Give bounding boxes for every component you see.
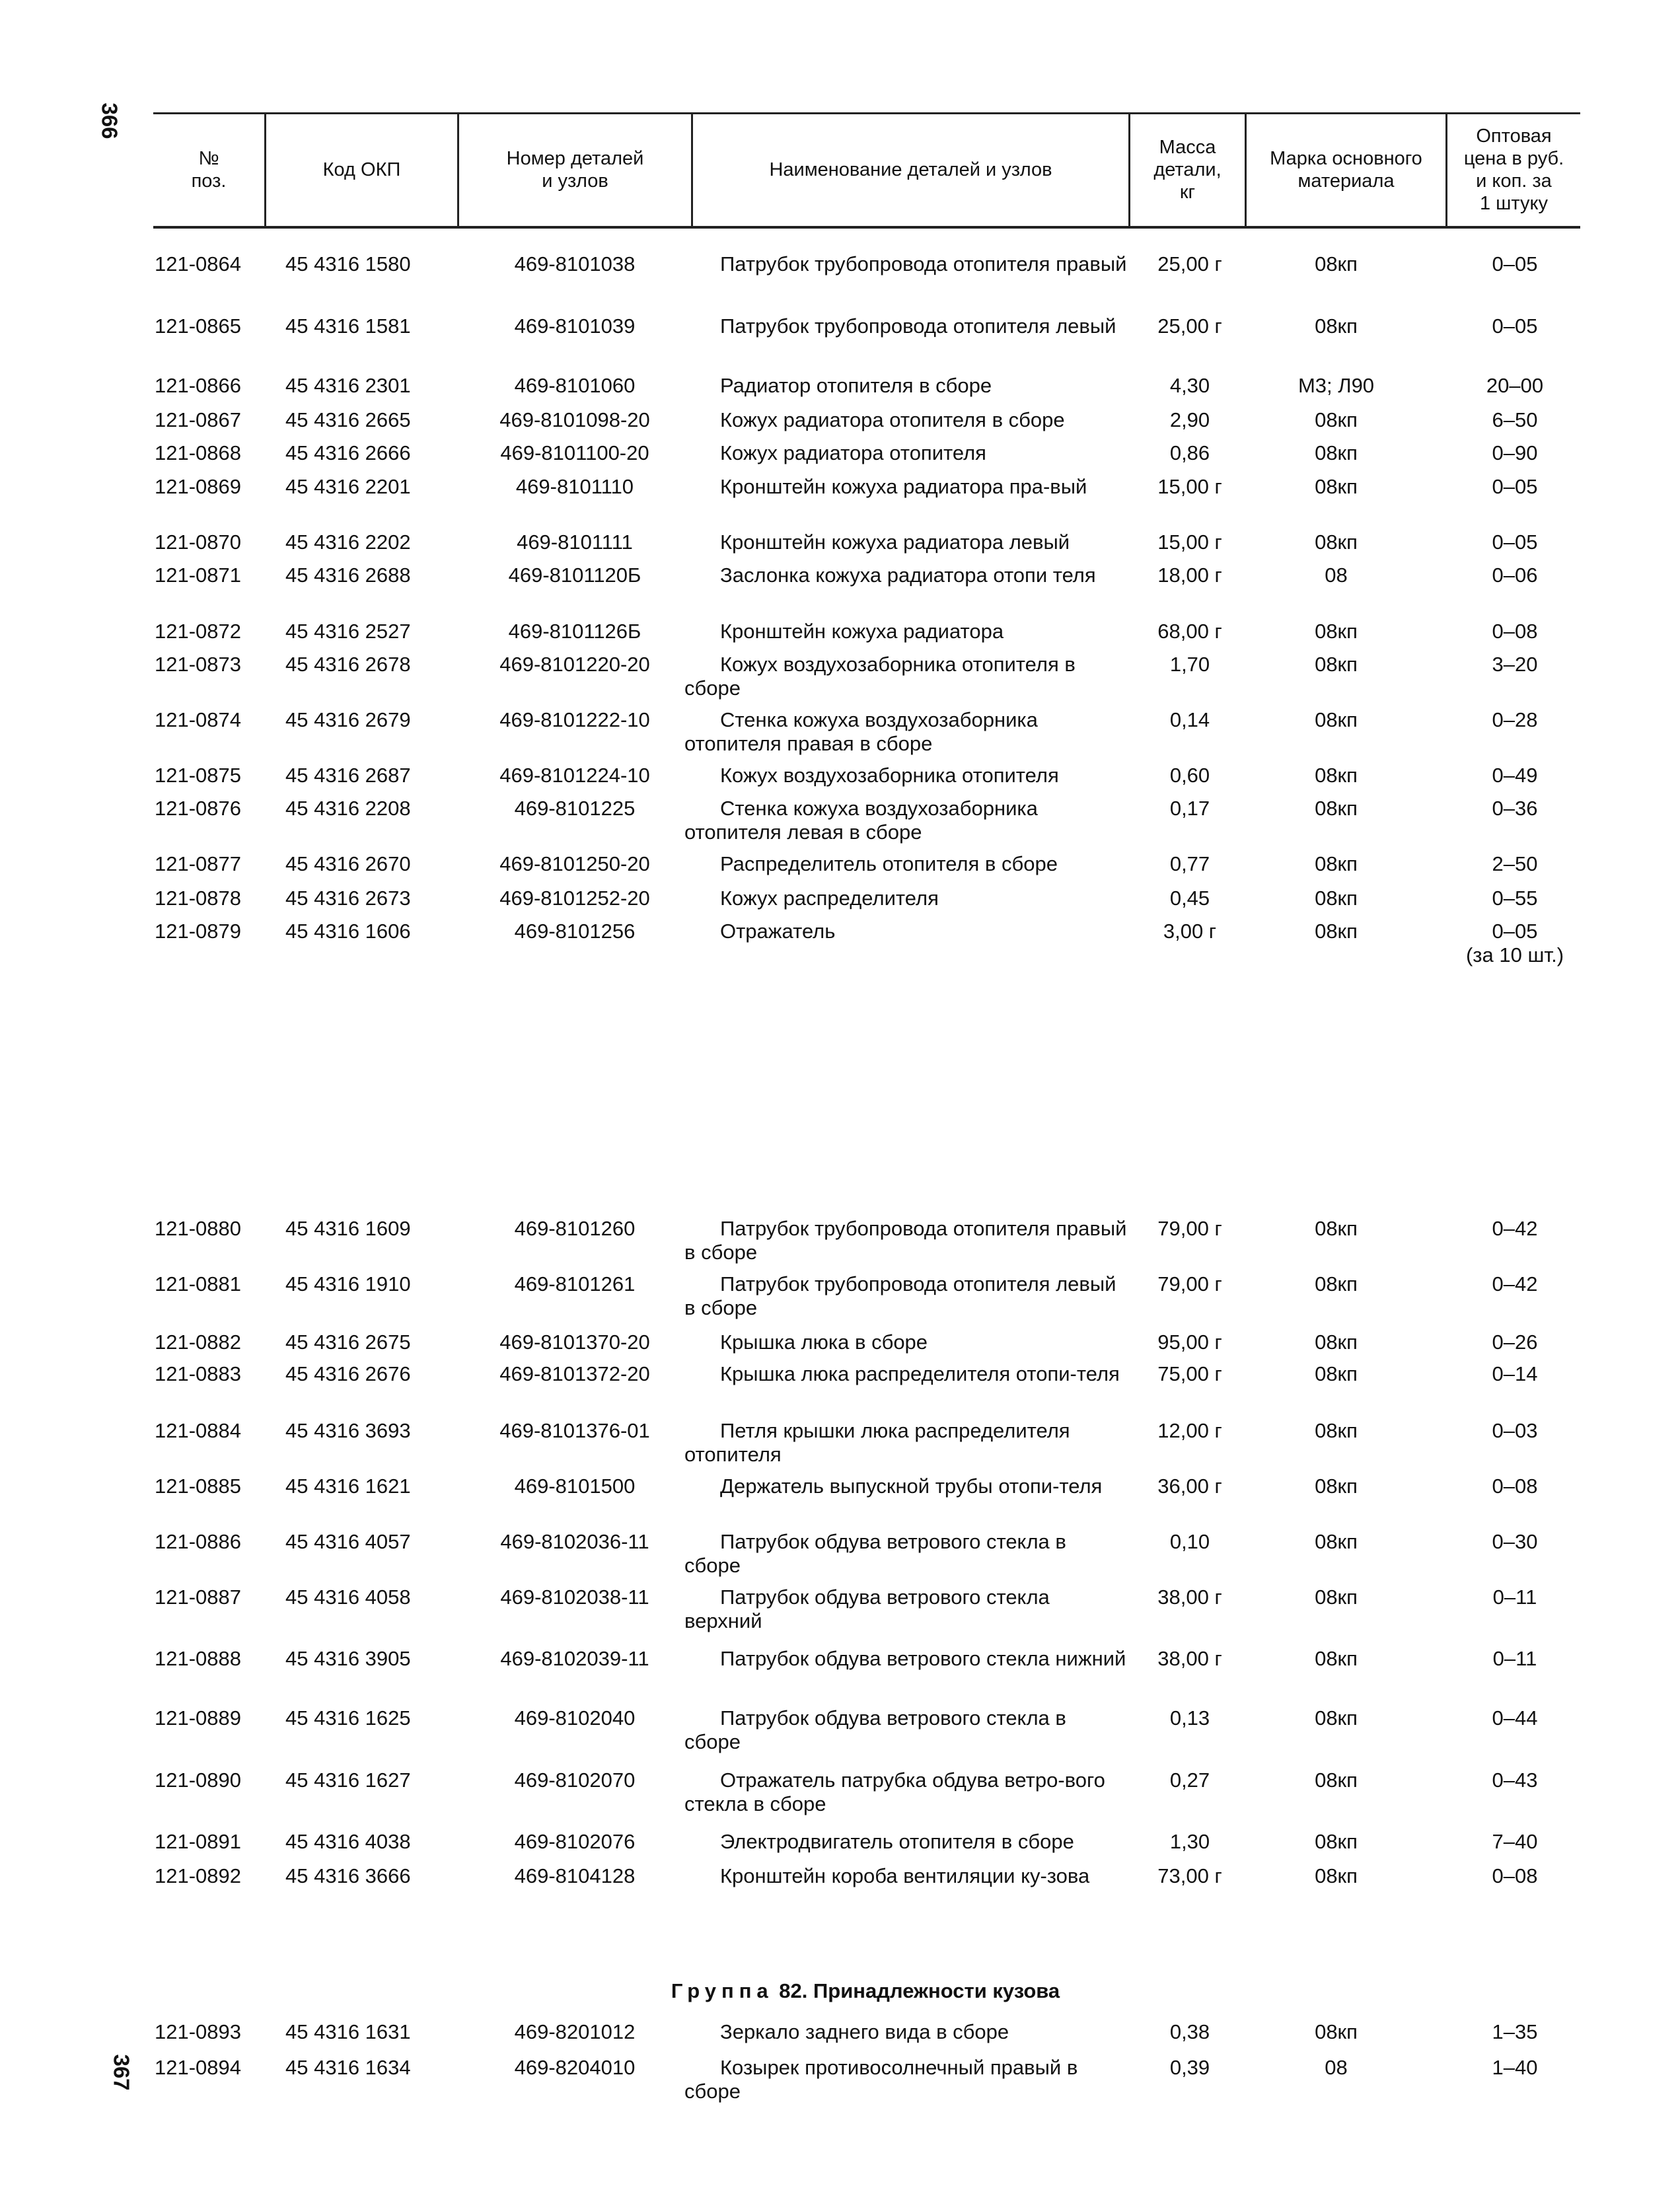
okp-code: 45 4316 2676 — [285, 1362, 411, 1385]
part-name: Кожух радиатора отопителя — [720, 441, 986, 464]
wholesale-price: 0–30 — [1492, 1530, 1538, 1553]
part-number: 469-8101376-01 — [499, 1419, 650, 1442]
part-name: Крышка люка в сборе — [720, 1331, 928, 1354]
part-mass: 36,00 г — [1157, 1475, 1222, 1498]
wholesale-price: 0–43 — [1492, 1769, 1538, 1792]
wholesale-price: 3–20 — [1492, 653, 1538, 676]
part-number: 469-8201012 — [514, 2020, 636, 2043]
part-name: Заслонка кожуха радиатора отопи теля — [720, 564, 1096, 587]
part-name: Стенка кожуха воздухозаборника отопителя левая в сборе — [684, 797, 1038, 844]
part-mass: 38,00 г — [1157, 1586, 1222, 1609]
row-number: 121-0878 — [155, 887, 242, 910]
part-mass: 0,10 — [1169, 1530, 1210, 1553]
part-mass: 0,13 — [1169, 1706, 1210, 1730]
row-number: 121-0866 — [155, 374, 242, 397]
row-number: 121-0870 — [155, 530, 242, 554]
part-mass: 68,00 г — [1157, 620, 1222, 643]
wholesale-price: 0–05 — [1492, 475, 1538, 498]
part-mass: 15,00 г — [1157, 475, 1222, 498]
part-mass: 25,00 г — [1157, 252, 1222, 275]
row-number: 121-0892 — [155, 1864, 242, 1887]
part-number: 469-8101220-20 — [499, 653, 650, 676]
row-number: 121-0877 — [155, 852, 242, 875]
row-number: 121-0882 — [155, 1331, 242, 1354]
material-grade: 08кп — [1315, 764, 1358, 787]
part-number: 469-8102038-11 — [500, 1586, 649, 1609]
part-number: 469-8101110 — [515, 475, 634, 498]
part-number: 469-8101252-20 — [499, 887, 650, 910]
part-name: Радиатор отопителя в сборе — [720, 374, 992, 397]
material-grade: 08кп — [1315, 314, 1358, 338]
part-mass: 4,30 — [1169, 374, 1210, 397]
part-number: 469-8101261 — [514, 1272, 636, 1295]
okp-code: 45 4316 3666 — [285, 1864, 411, 1887]
part-mass: 0,17 — [1169, 797, 1210, 820]
material-grade: 08кп — [1315, 1647, 1358, 1670]
part-mass: 0,27 — [1169, 1769, 1210, 1792]
part-name: Кожух воздухозаборника отопителя — [720, 764, 1059, 787]
part-name: Отражатель патрубка обдува ветро-вого стекла в сборе — [684, 1769, 1105, 1815]
material-grade: 08кп — [1315, 1586, 1358, 1609]
okp-code: 45 4316 1609 — [285, 1217, 411, 1240]
material-grade: 08кп — [1315, 441, 1358, 464]
part-number: 469-8101111 — [517, 530, 633, 554]
material-grade: 08кп — [1315, 252, 1358, 275]
part-mass: 0,14 — [1169, 708, 1210, 731]
part-number: 469-8101060 — [514, 374, 636, 397]
row-number: 121-0883 — [155, 1362, 242, 1385]
wholesale-price: 0–44 — [1492, 1706, 1538, 1730]
material-grade: 08кп — [1315, 920, 1358, 943]
material-grade: 08кп — [1315, 408, 1358, 431]
part-name: Кронштейн кожуха радиатора левый — [720, 530, 1070, 554]
part-mass: 38,00 г — [1157, 1647, 1222, 1670]
row-number: 121-0887 — [155, 1586, 242, 1609]
part-mass: 0,45 — [1169, 887, 1210, 910]
material-grade: 08кп — [1315, 653, 1358, 676]
okp-code: 45 4316 1625 — [285, 1706, 411, 1730]
row-number: 121-0875 — [155, 764, 242, 787]
material-grade: 08кп — [1315, 2020, 1358, 2043]
part-mass: 79,00 г — [1157, 1217, 1222, 1240]
part-name: Козырек противосолнечный правый в сборе — [684, 2056, 1078, 2103]
part-name: Патрубок трубопровода отопителя левый в сборе — [684, 1272, 1116, 1319]
part-name: Отражатель — [720, 920, 836, 943]
okp-code: 45 4316 3693 — [285, 1419, 411, 1442]
part-name: Стенка кожуха воздухозаборника отопителя правая в сборе — [684, 708, 1038, 755]
part-mass: 12,00 г — [1157, 1419, 1222, 1442]
row-number: 121-0872 — [155, 620, 242, 643]
okp-code: 45 4316 2666 — [285, 441, 411, 464]
header-bottom-rule — [153, 226, 1580, 229]
okp-code: 45 4316 2670 — [285, 852, 411, 875]
material-grade: 08кп — [1315, 530, 1358, 554]
part-name: Петля крышки люка распределителя отопителя — [684, 1419, 1070, 1466]
part-mass: 1,30 — [1169, 1830, 1210, 1853]
wholesale-price: 0–55 — [1492, 887, 1538, 910]
row-number: 121-0876 — [155, 797, 242, 820]
part-number: 469-8101225 — [514, 797, 636, 820]
header-no: № поз. — [191, 148, 227, 192]
okp-code: 45 4316 2673 — [285, 887, 411, 910]
header-okp-code: Код ОКП — [322, 159, 401, 180]
okp-code: 45 4316 2688 — [285, 564, 411, 587]
wholesale-price: 2–50 — [1492, 852, 1538, 875]
row-number: 121-0888 — [155, 1647, 242, 1670]
wholesale-price: 6–50 — [1492, 408, 1538, 431]
wholesale-price: 0–36 — [1492, 797, 1538, 820]
okp-code: 45 4316 2675 — [285, 1331, 411, 1354]
part-name: Патрубок обдува ветрового стекла в сборе — [684, 1706, 1066, 1753]
part-name: Держатель выпускной трубы отопи-теля — [720, 1475, 1103, 1498]
wholesale-price: 0–11 — [1492, 1586, 1537, 1609]
wholesale-price: 0–08 — [1492, 1864, 1538, 1887]
part-name: Патрубок обдува ветрового стекла верхний — [684, 1586, 1050, 1632]
okp-code: 45 4316 4038 — [285, 1830, 411, 1853]
material-grade: 08кп — [1315, 887, 1358, 910]
page-number-bottom: 367 — [109, 2054, 134, 2091]
row-number: 121-0880 — [155, 1217, 242, 1240]
wholesale-price: 0–90 — [1492, 441, 1538, 464]
wholesale-price: 0–08 — [1492, 1475, 1538, 1498]
part-name: Патрубок трубопровода отопителя левый — [720, 314, 1116, 338]
material-grade: 08кп — [1315, 1217, 1358, 1240]
part-mass: 95,00 г — [1157, 1331, 1222, 1354]
wholesale-price: 0–42 — [1492, 1217, 1538, 1240]
part-mass: 75,00 г — [1157, 1362, 1222, 1385]
part-number: 469-8101260 — [514, 1217, 636, 1240]
material-grade: 08кп — [1315, 797, 1358, 820]
wholesale-price: 20–00 — [1486, 374, 1544, 397]
part-number: 469-8101250-20 — [499, 852, 650, 875]
okp-code: 45 4316 2687 — [285, 764, 411, 787]
material-grade: 08кп — [1315, 1530, 1358, 1553]
part-mass: 2,90 — [1169, 408, 1210, 431]
wholesale-price: 0–42 — [1492, 1272, 1538, 1295]
wholesale-price: 0–08 — [1492, 620, 1538, 643]
group-heading-title: 82. Принадлежности кузова — [779, 1979, 1060, 2002]
material-grade: 08кп — [1315, 1706, 1358, 1730]
okp-code: 45 4316 4058 — [285, 1586, 411, 1609]
row-number: 121-0868 — [155, 441, 242, 464]
part-number: 469-8101256 — [514, 920, 636, 943]
row-number: 121-0885 — [155, 1475, 242, 1498]
part-mass: 0,60 — [1169, 764, 1210, 787]
part-number: 469-8102040 — [514, 1706, 636, 1730]
part-mass: 73,00 г — [1157, 1864, 1222, 1887]
wholesale-price: 0–05 — [1492, 530, 1538, 554]
row-number: 121-0864 — [155, 252, 242, 275]
okp-code: 45 4316 4057 — [285, 1530, 411, 1553]
part-mass: 79,00 г — [1157, 1272, 1222, 1295]
part-number: 469-8101038 — [514, 252, 636, 275]
row-number: 121-0869 — [155, 475, 242, 498]
material-grade: 08 — [1325, 564, 1348, 587]
wholesale-price: 0–26 — [1492, 1331, 1538, 1354]
part-mass: 0,38 — [1169, 2020, 1210, 2043]
part-mass: 15,00 г — [1157, 530, 1222, 554]
header-price: Оптовая цена в руб. и коп. за 1 штуку — [1463, 126, 1564, 214]
part-number: 469-8101120Б — [508, 564, 641, 587]
part-number: 469-8102076 — [514, 1830, 636, 1853]
okp-code: 45 4316 1581 — [285, 314, 411, 338]
material-grade: 08кп — [1315, 708, 1358, 731]
part-mass: 0,77 — [1169, 852, 1210, 875]
okp-code: 45 4316 1606 — [285, 920, 411, 943]
row-number: 121-0874 — [155, 708, 242, 731]
okp-code: 45 4316 1631 — [285, 2020, 411, 2043]
part-number: 469-8101100-20 — [500, 441, 649, 464]
header-mass: Масса детали, кг — [1153, 137, 1222, 203]
part-mass: 18,00 г — [1157, 564, 1222, 587]
okp-code: 45 4316 1910 — [285, 1272, 411, 1295]
part-mass: 25,00 г — [1157, 314, 1222, 338]
okp-code: 45 4316 1634 — [285, 2056, 411, 2079]
part-name: Электродвигатель отопителя в сборе — [720, 1830, 1074, 1853]
part-name: Кожух воздухозаборника отопителя в сборе — [684, 653, 1076, 700]
wholesale-price: 0–06 — [1492, 564, 1538, 587]
part-number: 469-8101039 — [514, 314, 636, 338]
part-name: Кронштейн короба вентиляции ку-зова — [720, 1864, 1090, 1887]
row-number: 121-0865 — [155, 314, 242, 338]
material-grade: 08кп — [1315, 1475, 1358, 1498]
okp-code: 45 4316 2301 — [285, 374, 411, 397]
part-name: Патрубок обдува ветрового стекла нижний — [720, 1647, 1126, 1670]
part-number: 469-8102036-11 — [500, 1530, 649, 1553]
material-grade: 08кп — [1315, 475, 1358, 498]
row-number: 121-0867 — [155, 408, 242, 431]
wholesale-price: 0–14 — [1492, 1362, 1538, 1385]
wholesale-price: 0–05 — [1492, 252, 1538, 275]
group-heading — [595, 1979, 1136, 2003]
header-material: Марка основного материала — [1270, 148, 1422, 192]
header-part-number: Номер деталей и узлов — [506, 148, 644, 192]
okp-code: 45 4316 2679 — [285, 708, 411, 731]
part-number: 469-8101224-10 — [499, 764, 650, 787]
part-name: Крышка люка распределителя отопи-теля — [720, 1362, 1120, 1385]
material-grade: 08кп — [1315, 1864, 1358, 1887]
wholesale-price: 1–35 — [1492, 2020, 1538, 2043]
part-name: Кронштейн кожуха радиатора — [720, 620, 1004, 643]
wholesale-price: 1–40 — [1492, 2056, 1538, 2079]
part-number: 469-8101098-20 — [499, 408, 650, 431]
wholesale-price: 0–05 (за 10 шт.) — [1465, 920, 1564, 966]
okp-code: 45 4316 2527 — [285, 620, 411, 643]
okp-code: 45 4316 2208 — [285, 797, 411, 820]
material-grade: 08кп — [1315, 852, 1358, 875]
row-number: 121-0873 — [155, 653, 242, 676]
part-number: 469-8102070 — [514, 1769, 636, 1792]
wholesale-price: 0–03 — [1492, 1419, 1538, 1442]
row-number: 121-0879 — [155, 920, 242, 943]
row-number: 121-0884 — [155, 1419, 242, 1442]
okp-code: 45 4316 2678 — [285, 653, 411, 676]
header-part-name: Наименование деталей и узлов — [769, 159, 1052, 180]
part-name: Патрубок трубопровода отопителя правый — [720, 252, 1127, 275]
okp-code: 45 4316 1580 — [285, 252, 411, 275]
material-grade: 08кп — [1315, 1830, 1358, 1853]
part-number: 469-8101370-20 — [499, 1331, 650, 1354]
row-number: 121-0889 — [155, 1706, 242, 1730]
material-grade: 08кп — [1315, 1419, 1358, 1442]
material-grade: 08 — [1325, 2056, 1348, 2079]
part-name: Кожух радиатора отопителя в сборе — [720, 408, 1065, 431]
wholesale-price: 0–05 — [1492, 314, 1538, 338]
wholesale-price: 0–11 — [1492, 1647, 1537, 1670]
material-grade: 08кп — [1315, 620, 1358, 643]
part-mass: 0,39 — [1169, 2056, 1210, 2079]
material-grade: 08кп — [1315, 1769, 1358, 1792]
part-number: 469-8101126Б — [508, 620, 641, 643]
part-name: Патрубок трубопровода отопителя правый в сборе — [684, 1217, 1127, 1264]
row-number: 121-0886 — [155, 1530, 242, 1553]
wholesale-price: 0–28 — [1492, 708, 1538, 731]
page-number-top: 366 — [97, 102, 122, 139]
part-name: Зеркало заднего вида в сборе — [720, 2020, 1009, 2043]
part-mass: 3,00 г — [1163, 920, 1217, 943]
part-number: 469-8101500 — [514, 1475, 636, 1498]
row-number: 121-0893 — [155, 2020, 242, 2043]
row-number: 121-0894 — [155, 2056, 242, 2079]
row-number: 121-0871 — [155, 564, 242, 587]
wholesale-price: 7–40 — [1492, 1830, 1538, 1853]
part-name: Кожух распределителя — [720, 887, 939, 910]
part-name: Патрубок обдува ветрового стекла в сборе — [684, 1530, 1066, 1577]
okp-code: 45 4316 2201 — [285, 475, 411, 498]
part-name: Кронштейн кожуха радиатора пра-вый — [720, 475, 1087, 498]
okp-code: 45 4316 3905 — [285, 1647, 411, 1670]
okp-code: 45 4316 1627 — [285, 1769, 411, 1792]
part-name: Распределитель отопителя в сборе — [720, 852, 1058, 875]
part-mass: 1,70 — [1169, 653, 1210, 676]
part-number: 469-8101222-10 — [499, 708, 650, 731]
part-number: 469-8102039-11 — [500, 1647, 649, 1670]
okp-code: 45 4316 1621 — [285, 1475, 411, 1498]
material-grade: 08кп — [1315, 1362, 1358, 1385]
material-grade: 08кп — [1315, 1331, 1358, 1354]
group-heading-prefix: Группа — [671, 1979, 774, 2002]
okp-code: 45 4316 2202 — [285, 530, 411, 554]
row-number: 121-0890 — [155, 1769, 242, 1792]
material-grade: 08кп — [1315, 1272, 1358, 1295]
wholesale-price: 0–49 — [1492, 764, 1538, 787]
part-mass: 0,86 — [1169, 441, 1210, 464]
row-number: 121-0881 — [155, 1272, 242, 1295]
part-number: 469-8204010 — [514, 2056, 636, 2079]
okp-code: 45 4316 2665 — [285, 408, 411, 431]
part-number: 469-8104128 — [514, 1864, 636, 1887]
part-number: 469-8101372-20 — [499, 1362, 650, 1385]
row-number: 121-0891 — [155, 1830, 242, 1853]
material-grade: М3; Л90 — [1297, 374, 1375, 397]
